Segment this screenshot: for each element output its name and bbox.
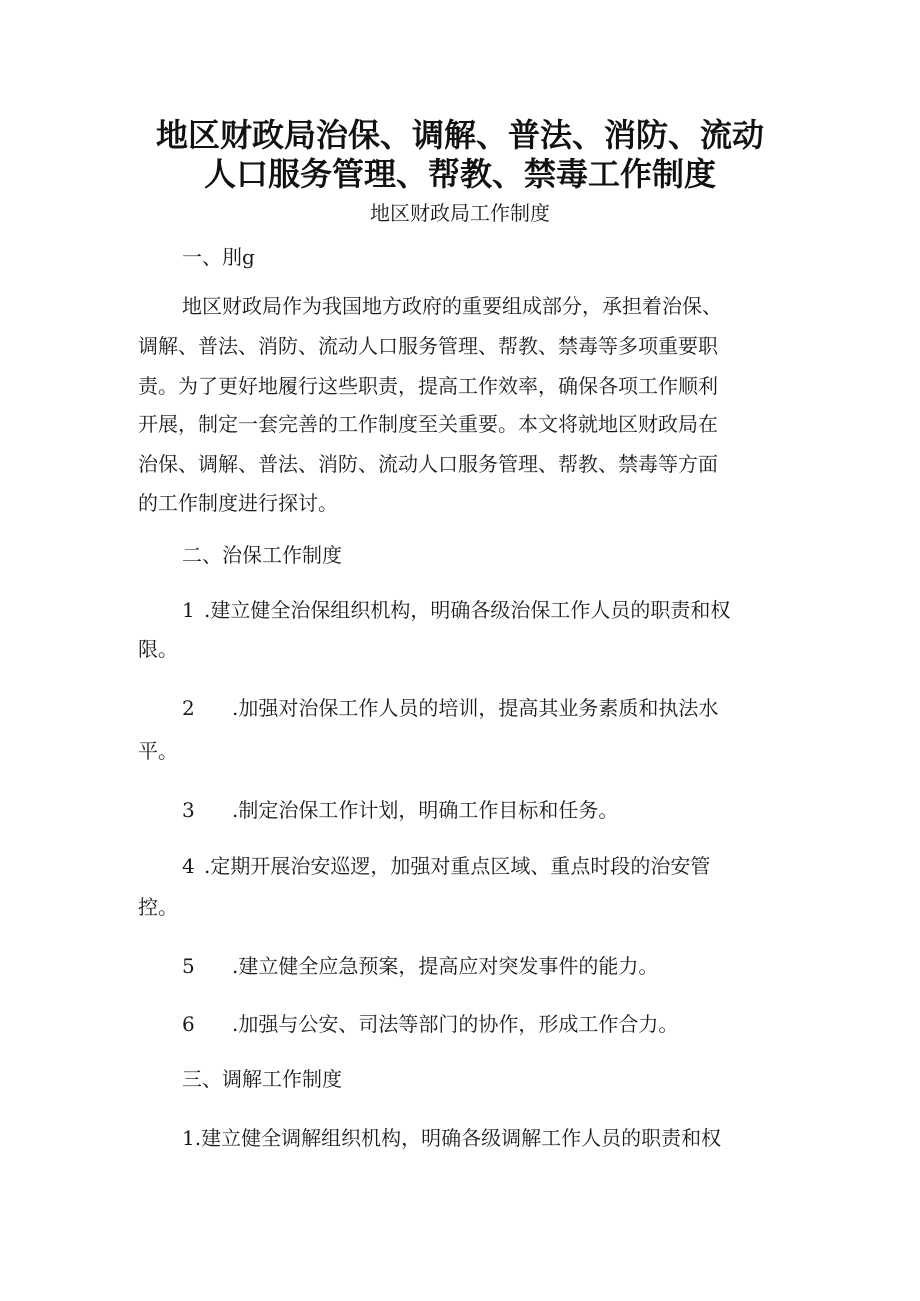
document-title-line-1: 地区财政局治保、调解、普法、消防、流动 bbox=[155, 116, 764, 154]
list-item-number: 6 bbox=[182, 1012, 195, 1036]
list-item-security-1 bbox=[182, 597, 842, 623]
section-heading-security: 二、治保工作制度 bbox=[182, 543, 342, 567]
list-item-security-2 bbox=[182, 695, 842, 721]
list-item-text: .加强对治保工作人员的培训，提高其业务素质和执法水 bbox=[232, 696, 719, 720]
list-item-security-6 bbox=[182, 1011, 842, 1037]
intro-paragraph-line: 开展，制定一套完善的工作制度至关重要。本文将就地区财政局在 bbox=[138, 412, 718, 436]
list-item-security-5 bbox=[182, 953, 842, 979]
list-item-mediation-1: 1.建立健全调解组织机构，明确各级调解工作人员的职责和权 bbox=[182, 1126, 722, 1150]
list-item-security-4 bbox=[182, 853, 842, 879]
section-heading-mediation: 三、调解工作制度 bbox=[182, 1067, 342, 1091]
list-item-continuation: 限。 bbox=[138, 637, 178, 661]
list-item-number: 3 bbox=[182, 798, 195, 822]
intro-paragraph-line: 的工作制度进行探讨。 bbox=[138, 491, 338, 515]
intro-paragraph-line: 地区财政局作为我国地方政府的重要组成部分，承担着治保、 bbox=[182, 294, 722, 318]
list-item-text: .制定治保工作计划，明确工作目标和任务。 bbox=[232, 798, 619, 822]
document-subtitle: 地区财政局工作制度 bbox=[370, 201, 550, 225]
list-item-number: 4 bbox=[182, 854, 195, 878]
intro-paragraph-line: 责。为了更好地履行这些职责，提高工作效率，确保各项工作顺利 bbox=[138, 374, 718, 398]
document-title-line-2: 人口服务管理、帮教、禁毒工作制度 bbox=[203, 155, 716, 193]
list-item-number: 2 bbox=[182, 696, 195, 720]
list-item-continuation: 控。 bbox=[138, 895, 178, 919]
list-item-text: .加强与公安、司法等部门的协作，形成工作合力。 bbox=[232, 1012, 679, 1036]
intro-paragraph-line: 治保、调解、普法、消防、流动人口服务管理、帮教、禁毒等方面 bbox=[138, 452, 718, 476]
list-item-number: 5 bbox=[182, 954, 195, 978]
list-item-continuation: 平。 bbox=[138, 739, 178, 763]
section-heading-intro: 一、刖g bbox=[182, 245, 255, 269]
intro-paragraph-line: 调解、普法、消防、流动人口服务管理、帮教、禁毒等多项重要职 bbox=[138, 334, 718, 358]
list-item-text: .定期开展治安巡逻，加强对重点区域、重点时段的治安管 bbox=[204, 854, 711, 878]
list-item-text: .建立健全应急预案，提高应对突发事件的能力。 bbox=[232, 954, 659, 978]
list-item-security-3 bbox=[182, 797, 842, 823]
list-item-text: .建立健全治保组织机构，明确各级治保工作人员的职责和权 bbox=[204, 598, 731, 622]
list-item-number: 1 bbox=[182, 598, 195, 622]
